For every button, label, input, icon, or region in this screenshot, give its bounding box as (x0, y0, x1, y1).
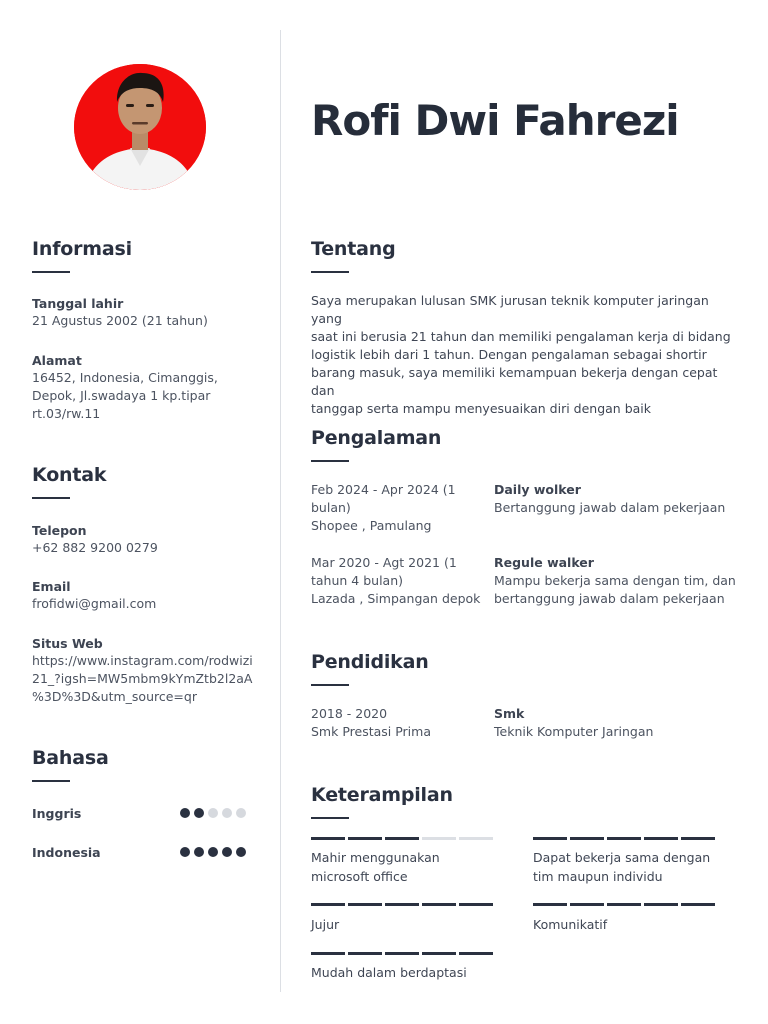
skill-level-bar (311, 903, 493, 906)
birth-value: 21 Agustus 2002 (21 tahun) (32, 313, 208, 328)
address-line: rt.03/rw.11 (32, 406, 101, 421)
experience-period-line: tahun 4 bulan) (311, 573, 404, 588)
level-segment (422, 903, 456, 906)
address-label: Alamat (32, 353, 82, 368)
level-segment (348, 952, 382, 955)
website-line: %3D%3D&utm_source=qr (32, 689, 197, 704)
about-line: saat ini berusia 21 tahun dan memiliki pengalaman kerja di bidang (311, 329, 731, 344)
level-dot (236, 847, 246, 857)
language-level-dots (180, 808, 246, 818)
experience-period-line: Feb 2024 - Apr 2024 (1 (311, 482, 456, 497)
about-line: logistik lebih dari 1 tahun. Dengan pengalaman sebagai shortir (311, 347, 707, 362)
about-line: tanggap serta mampu menyesuaikan diri dengan baik (311, 401, 651, 416)
level-segment (385, 952, 419, 955)
level-dot (194, 847, 204, 857)
skill-name-line: Dapat bekerja sama dengan (533, 850, 711, 865)
language-title-rule (32, 780, 70, 782)
level-dot (194, 808, 204, 818)
about-text (311, 292, 736, 418)
level-segment (459, 837, 493, 840)
level-segment (311, 837, 345, 840)
skill-level-bar (311, 837, 493, 840)
experience-period-line: Mar 2020 - Agt 2021 (1 (311, 555, 457, 570)
address-line: 16452, Indonesia, Cimanggis, (32, 370, 218, 385)
experience-description-line: bertanggung jawab dalam pekerjaan (494, 591, 725, 606)
experience-period-line: bulan) (311, 500, 351, 515)
level-dot (222, 847, 232, 857)
level-segment (681, 837, 715, 840)
level-dot (236, 808, 246, 818)
level-segment (348, 903, 382, 906)
level-segment (311, 903, 345, 906)
level-dot (180, 808, 190, 818)
skill-name-line: microsoft office (311, 869, 408, 884)
level-segment (422, 837, 456, 840)
level-segment (311, 952, 345, 955)
website-line: https://www.instagram.com/rodwizi (32, 653, 253, 668)
phone-label: Telepon (32, 523, 87, 538)
info-title-rule (32, 271, 70, 273)
skill-name (533, 915, 723, 934)
level-dot (180, 847, 190, 857)
experience-description (494, 499, 744, 517)
skill-name-line: tim maupun individu (533, 869, 663, 884)
level-dot (208, 847, 218, 857)
skill-name (311, 963, 501, 982)
about-title: Tentang (311, 238, 396, 260)
level-segment (681, 903, 715, 906)
website-line: 21_?igsh=MW5mbm9kYmZtb2l2aA (32, 671, 253, 686)
education-degree: Smk (494, 706, 525, 721)
level-segment (644, 837, 678, 840)
skills-title-rule (311, 817, 349, 819)
phone-value: +62 882 9200 0279 (32, 540, 158, 555)
language-level-dots (180, 847, 246, 857)
level-segment (533, 837, 567, 840)
language-name: Inggris (32, 806, 82, 821)
experience-title: Pengalaman (311, 427, 442, 449)
experience-company: Lazada , Simpangan depok (311, 591, 481, 606)
about-line: barang masuk, saya memiliki kemampuan bekerja dengan cepat dan (311, 365, 718, 398)
education-school: Smk Prestasi Prima (311, 724, 431, 739)
website-value (32, 652, 272, 706)
address-line: Depok, Jl.swadaya 1 kp.tipar (32, 388, 211, 403)
skill-name-line: Komunikatif (533, 917, 608, 932)
experience-role: Daily wolker (494, 482, 581, 497)
skill-name (311, 848, 501, 886)
level-segment (533, 903, 567, 906)
level-segment (607, 903, 641, 906)
about-title-rule (311, 271, 349, 273)
skills-title: Keterampilan (311, 784, 453, 806)
info-title: Informasi (32, 238, 132, 260)
person-portrait-icon (74, 64, 206, 190)
level-segment (385, 903, 419, 906)
skill-name (311, 915, 501, 934)
experience-company: Shopee , Pamulang (311, 518, 432, 533)
level-dot (222, 808, 232, 818)
level-segment (570, 903, 604, 906)
contact-title-rule (32, 497, 70, 499)
contact-title: Kontak (32, 464, 107, 486)
level-segment (459, 952, 493, 955)
experience-description-line: Bertanggung jawab dalam pekerjaan (494, 500, 726, 515)
person-name: Rofi Dwi Fahrezi (311, 96, 679, 145)
education-major: Teknik Komputer Jaringan (494, 724, 654, 739)
level-segment (570, 837, 604, 840)
level-segment (385, 837, 419, 840)
skill-name-line: Mahir menggunakan (311, 850, 440, 865)
address-value (32, 369, 272, 423)
skill-level-bar (311, 952, 493, 955)
experience-role: Regule walker (494, 555, 594, 570)
level-segment (459, 903, 493, 906)
about-line: Saya merupakan lulusan SMK jurusan teknik komputer jaringan yang (311, 293, 709, 326)
skill-level-bar (533, 903, 715, 906)
level-segment (644, 903, 678, 906)
level-segment (422, 952, 456, 955)
skill-name-line: Mudah dalam berdaptasi (311, 965, 467, 980)
level-dot (208, 808, 218, 818)
education-title: Pendidikan (311, 651, 429, 673)
birth-label: Tanggal lahir (32, 296, 124, 311)
email-label: Email (32, 579, 71, 594)
skill-name-line: Jujur (311, 917, 340, 932)
education-title-rule (311, 684, 349, 686)
education-period: 2018 - 2020 (311, 706, 388, 721)
experience-title-rule (311, 460, 349, 462)
experience-description (494, 572, 744, 608)
email-value: frofidwi@gmail.com (32, 596, 157, 611)
profile-photo (74, 64, 206, 190)
language-name: Indonesia (32, 845, 101, 860)
level-segment (348, 837, 382, 840)
skill-name (533, 848, 723, 886)
column-divider (280, 30, 281, 992)
level-segment (607, 837, 641, 840)
experience-period (311, 554, 486, 608)
experience-description-line: Mampu bekerja sama dengan tim, dan (494, 573, 736, 588)
experience-period (311, 481, 486, 535)
language-title: Bahasa (32, 747, 109, 769)
website-label: Situs Web (32, 636, 103, 651)
skill-level-bar (533, 837, 715, 840)
